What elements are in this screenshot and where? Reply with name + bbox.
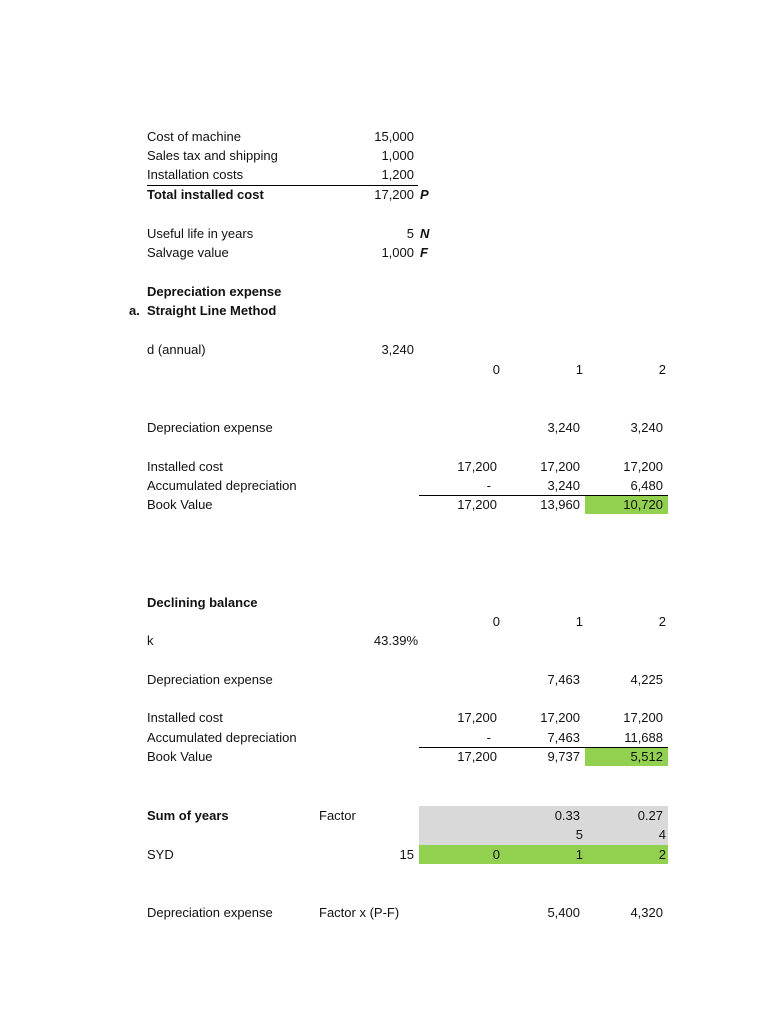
syd-factor-label: Factor — [319, 808, 356, 823]
sl-accum-label: Accumulated depreciation — [147, 478, 297, 493]
sl-installed-2[interactable]: 17,200 — [623, 459, 663, 474]
db-title: Declining balance — [147, 595, 258, 610]
total-divider — [147, 185, 418, 186]
syd-dep-formula: Factor x (P-F) — [319, 905, 400, 920]
db-year-1: 1 — [575, 614, 583, 629]
syd-total[interactable]: 15 — [399, 847, 414, 862]
d-annual-label: d (annual) — [147, 342, 206, 357]
life-symbol: N — [420, 226, 430, 241]
sl-dep-label: Depreciation expense — [147, 420, 273, 435]
db-installed-0[interactable]: 17,200 — [457, 710, 497, 725]
sl-book-2[interactable]: 10,720 — [623, 497, 663, 512]
method-title: Straight Line Method — [147, 303, 277, 318]
syd-year-0: 0 — [492, 847, 500, 862]
sl-accum-1[interactable]: 3,240 — [547, 478, 580, 493]
total-label: Total installed cost — [147, 187, 264, 202]
sl-installed-1[interactable]: 17,200 — [540, 459, 580, 474]
sl-installed-label: Installed cost — [147, 459, 223, 474]
syd-label: SYD — [147, 847, 174, 862]
db-book-0[interactable]: 17,200 — [457, 749, 497, 764]
sl-book-label: Book Value — [147, 497, 213, 512]
syd-year-2: 2 — [658, 847, 666, 862]
db-installed-2[interactable]: 17,200 — [623, 710, 663, 725]
db-book-label: Book Value — [147, 749, 213, 764]
total-symbol: P — [420, 187, 429, 202]
syd-dep-label: Depreciation expense — [147, 905, 273, 920]
part-letter: a. — [129, 303, 140, 318]
syd-remaining-1[interactable]: 5 — [575, 827, 583, 842]
life-value[interactable]: 5 — [406, 226, 414, 241]
db-year-0: 0 — [492, 614, 500, 629]
sl-dep-1[interactable]: 3,240 — [547, 420, 580, 435]
db-dep-label: Depreciation expense — [147, 672, 273, 687]
life-label: Useful life in years — [147, 226, 254, 241]
syd-dep-1[interactable]: 5,400 — [547, 905, 580, 920]
k-label: k — [147, 633, 154, 648]
db-year-2: 2 — [658, 614, 666, 629]
db-accum-0[interactable]: - — [486, 730, 491, 745]
total-value[interactable]: 17,200 — [374, 187, 414, 202]
db-installed-1[interactable]: 17,200 — [540, 710, 580, 725]
sl-accum-0[interactable]: - — [486, 478, 491, 493]
salvage-label: Salvage value — [147, 245, 229, 260]
d-annual-value[interactable]: 3,240 — [381, 342, 414, 357]
salvage-symbol: F — [420, 245, 428, 260]
sl-year-1: 1 — [575, 362, 583, 377]
install-value[interactable]: 1,200 — [381, 167, 414, 182]
sl-year-0: 0 — [492, 362, 500, 377]
db-accum-1[interactable]: 7,463 — [547, 730, 580, 745]
install-label: Installation costs — [147, 167, 244, 182]
db-book-2[interactable]: 5,512 — [630, 749, 663, 764]
tax-value[interactable]: 1,000 — [381, 148, 414, 163]
syd-factor-2[interactable]: 0.27 — [637, 808, 663, 823]
db-dep-1[interactable]: 7,463 — [547, 672, 580, 687]
k-value[interactable]: 43.39% — [373, 633, 418, 648]
syd-year-1: 1 — [575, 847, 583, 862]
sl-year-2: 2 — [658, 362, 666, 377]
salvage-value[interactable]: 1,000 — [381, 245, 414, 260]
sl-accum-2[interactable]: 6,480 — [630, 478, 663, 493]
db-accum-2[interactable]: 11,688 — [624, 730, 663, 745]
tax-label: Sales tax and shipping — [147, 148, 278, 163]
section-title: Depreciation expense — [147, 284, 282, 299]
syd-title: Sum of years — [147, 808, 229, 823]
db-dep-2[interactable]: 4,225 — [630, 672, 663, 687]
sl-book-0[interactable]: 17,200 — [457, 497, 497, 512]
syd-remaining-2[interactable]: 4 — [658, 827, 666, 842]
cost-value[interactable]: 15,000 — [374, 129, 414, 144]
syd-factor-1[interactable]: 0.33 — [554, 808, 580, 823]
db-accum-label: Accumulated depreciation — [147, 730, 297, 745]
sl-book-1[interactable]: 13,960 — [540, 497, 580, 512]
syd-dep-2[interactable]: 4,320 — [630, 905, 663, 920]
db-installed-label: Installed cost — [147, 710, 223, 725]
db-book-1[interactable]: 9,737 — [547, 749, 580, 764]
cost-label: Cost of machine — [147, 129, 241, 144]
sl-installed-0[interactable]: 17,200 — [457, 459, 497, 474]
sl-dep-2[interactable]: 3,240 — [630, 420, 663, 435]
